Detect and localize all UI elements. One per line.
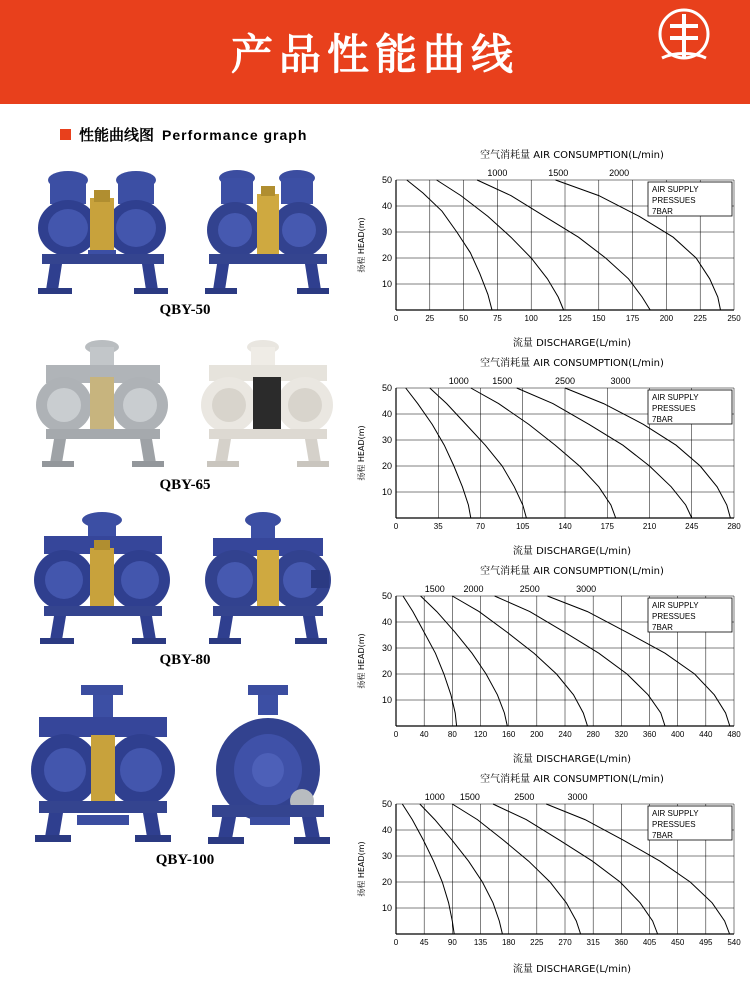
svg-text:1000: 1000 (487, 168, 508, 178)
svg-text:450: 450 (670, 938, 685, 947)
chart-qby-50 (352, 146, 748, 352)
product-name: QBY-65 (159, 477, 211, 493)
chart-canvas (352, 780, 748, 965)
product-block-qby-50 (20, 150, 350, 319)
svg-text:25: 25 (425, 314, 435, 323)
svg-text:扬程 HEAD(m): 扬程 HEAD(m) (357, 217, 366, 273)
chart-qby-65 (352, 354, 748, 560)
svg-text:440: 440 (699, 730, 713, 739)
chart-canvas (352, 364, 748, 549)
svg-text:AIR SUPPLY: AIR SUPPLY (652, 185, 699, 194)
svg-text:125: 125 (558, 314, 572, 323)
svg-text:140: 140 (558, 522, 572, 531)
svg-text:30: 30 (381, 227, 392, 237)
svg-text:2000: 2000 (463, 584, 484, 594)
svg-text:175: 175 (600, 522, 614, 531)
pump-photo-plastic (193, 325, 343, 475)
svg-text:0: 0 (393, 730, 399, 739)
svg-text:405: 405 (642, 938, 657, 947)
svg-text:200: 200 (659, 314, 674, 323)
svg-text:40: 40 (381, 825, 392, 835)
svg-text:7BAR: 7BAR (652, 415, 673, 424)
pump-photo-blue-front (28, 500, 178, 650)
svg-text:30: 30 (381, 851, 392, 861)
svg-text:3000: 3000 (576, 584, 597, 594)
svg-text:AIR SUPPLY: AIR SUPPLY (652, 809, 699, 818)
chart-title: 空气消耗量 AIR CONSUMPTION(L/min) (480, 150, 664, 161)
svg-text:20: 20 (381, 877, 392, 887)
svg-text:50: 50 (381, 799, 392, 809)
svg-text:1500: 1500 (459, 792, 480, 802)
svg-text:0: 0 (393, 522, 399, 531)
svg-text:2500: 2500 (514, 792, 535, 802)
chart-canvas (352, 572, 748, 757)
svg-text:30: 30 (381, 643, 392, 653)
svg-text:20: 20 (381, 669, 392, 679)
svg-text:45: 45 (419, 938, 429, 947)
svg-text:70: 70 (476, 522, 485, 531)
svg-text:50: 50 (381, 175, 392, 185)
svg-text:3000: 3000 (567, 792, 588, 802)
chart-xlabel: 流量 DISCHARGE(L/min) (512, 754, 632, 765)
svg-text:315: 315 (586, 938, 600, 947)
product-name: QBY-50 (159, 302, 211, 318)
product-block-qby-65 (20, 325, 350, 494)
svg-text:40: 40 (381, 617, 392, 627)
svg-text:245: 245 (685, 522, 699, 531)
chart-xlabel: 流量 DISCHARGE(L/min) (512, 964, 632, 975)
svg-text:250: 250 (727, 314, 741, 323)
section-title-cn: 性能曲线图 (79, 126, 155, 144)
svg-text:PRESSUES: PRESSUES (652, 404, 696, 413)
svg-text:扬程 HEAD(m): 扬程 HEAD(m) (357, 425, 366, 481)
svg-text:200: 200 (530, 730, 544, 739)
svg-text:40: 40 (381, 409, 392, 419)
chart-qby-80 (352, 562, 748, 768)
page-header (0, 0, 750, 104)
svg-text:35: 35 (433, 522, 443, 531)
pump-photo-blue-front (25, 675, 180, 850)
svg-text:100: 100 (524, 314, 538, 323)
svg-text:扬程 HEAD(m): 扬程 HEAD(m) (357, 841, 366, 897)
chart-canvas (352, 156, 748, 341)
svg-text:40: 40 (381, 201, 392, 211)
svg-text:PRESSUES: PRESSUES (652, 196, 696, 205)
svg-text:10: 10 (381, 279, 392, 289)
svg-text:50: 50 (381, 383, 392, 393)
svg-text:3000: 3000 (610, 376, 631, 386)
svg-text:7BAR: 7BAR (652, 207, 673, 216)
svg-text:210: 210 (642, 522, 657, 531)
chart-title: 空气消耗量 AIR CONSUMPTION(L/min) (480, 774, 664, 785)
svg-text:1500: 1500 (424, 584, 445, 594)
product-block-qby-100 (20, 675, 350, 869)
product-photo-column (20, 150, 350, 875)
section-title-en: Performance graph (162, 126, 308, 143)
svg-text:1500: 1500 (548, 168, 569, 178)
pump-photo-aluminum (28, 325, 178, 475)
svg-text:135: 135 (473, 938, 488, 947)
svg-text:150: 150 (592, 314, 606, 323)
svg-text:2000: 2000 (609, 168, 630, 178)
section-heading (60, 124, 307, 145)
product-block-qby-80 (20, 500, 350, 669)
svg-text:160: 160 (501, 730, 516, 739)
chart-xlabel: 流量 DISCHARGE(L/min) (512, 338, 632, 349)
svg-text:AIR SUPPLY: AIR SUPPLY (652, 393, 699, 402)
page-title: 产品性能曲线 (230, 30, 519, 79)
pump-photo-blue-side (193, 150, 343, 300)
brand-logo-icon (648, 8, 720, 66)
svg-text:80: 80 (447, 730, 457, 739)
svg-text:2500: 2500 (554, 376, 576, 386)
svg-text:30: 30 (381, 435, 392, 445)
svg-text:75: 75 (492, 314, 502, 323)
pump-photo-blue-front (28, 150, 178, 300)
svg-text:PRESSUES: PRESSUES (652, 612, 696, 621)
pump-photo-blue-side (193, 500, 343, 650)
svg-text:1000: 1000 (424, 792, 445, 802)
svg-text:0: 0 (393, 314, 399, 323)
svg-text:1000: 1000 (448, 376, 469, 386)
svg-text:20: 20 (381, 253, 392, 263)
svg-text:20: 20 (381, 461, 392, 471)
chart-title: 空气消耗量 AIR CONSUMPTION(L/min) (480, 566, 664, 577)
svg-text:PRESSUES: PRESSUES (652, 820, 696, 829)
svg-text:10: 10 (381, 903, 392, 913)
svg-text:40: 40 (419, 730, 429, 739)
svg-text:320: 320 (614, 730, 629, 739)
svg-text:225: 225 (693, 314, 707, 323)
svg-text:280: 280 (586, 730, 600, 739)
svg-text:120: 120 (473, 730, 488, 739)
chart-xlabel: 流量 DISCHARGE(L/min) (512, 546, 632, 557)
svg-text:7BAR: 7BAR (652, 831, 673, 840)
svg-text:10: 10 (381, 695, 392, 705)
chart-qby-100 (352, 770, 748, 976)
svg-text:7BAR: 7BAR (652, 623, 673, 632)
svg-text:10: 10 (381, 487, 392, 497)
svg-text:0: 0 (393, 938, 399, 947)
svg-text:180: 180 (501, 938, 516, 947)
svg-text:扬程 HEAD(m): 扬程 HEAD(m) (357, 633, 366, 689)
svg-text:50: 50 (459, 314, 469, 323)
product-name: QBY-80 (159, 652, 211, 668)
svg-text:1500: 1500 (492, 376, 513, 386)
svg-text:90: 90 (447, 938, 457, 947)
svg-text:400: 400 (670, 730, 685, 739)
pump-photo-blue-side (190, 675, 345, 850)
svg-text:280: 280 (727, 522, 741, 531)
svg-text:360: 360 (642, 730, 657, 739)
svg-text:105: 105 (516, 522, 530, 531)
product-name: QBY-100 (155, 852, 215, 868)
svg-text:495: 495 (699, 938, 713, 947)
svg-text:480: 480 (727, 730, 741, 739)
svg-text:AIR SUPPLY: AIR SUPPLY (652, 601, 699, 610)
svg-text:360: 360 (614, 938, 629, 947)
svg-text:270: 270 (558, 938, 572, 947)
svg-text:2500: 2500 (519, 584, 540, 594)
chart-title: 空气消耗量 AIR CONSUMPTION(L/min) (480, 358, 664, 369)
svg-text:225: 225 (530, 938, 544, 947)
square-bullet-icon (60, 129, 71, 140)
performance-chart-column (352, 146, 748, 978)
svg-text:540: 540 (727, 938, 741, 947)
svg-text:175: 175 (625, 314, 640, 323)
svg-text:240: 240 (558, 730, 572, 739)
svg-text:50: 50 (381, 591, 392, 601)
